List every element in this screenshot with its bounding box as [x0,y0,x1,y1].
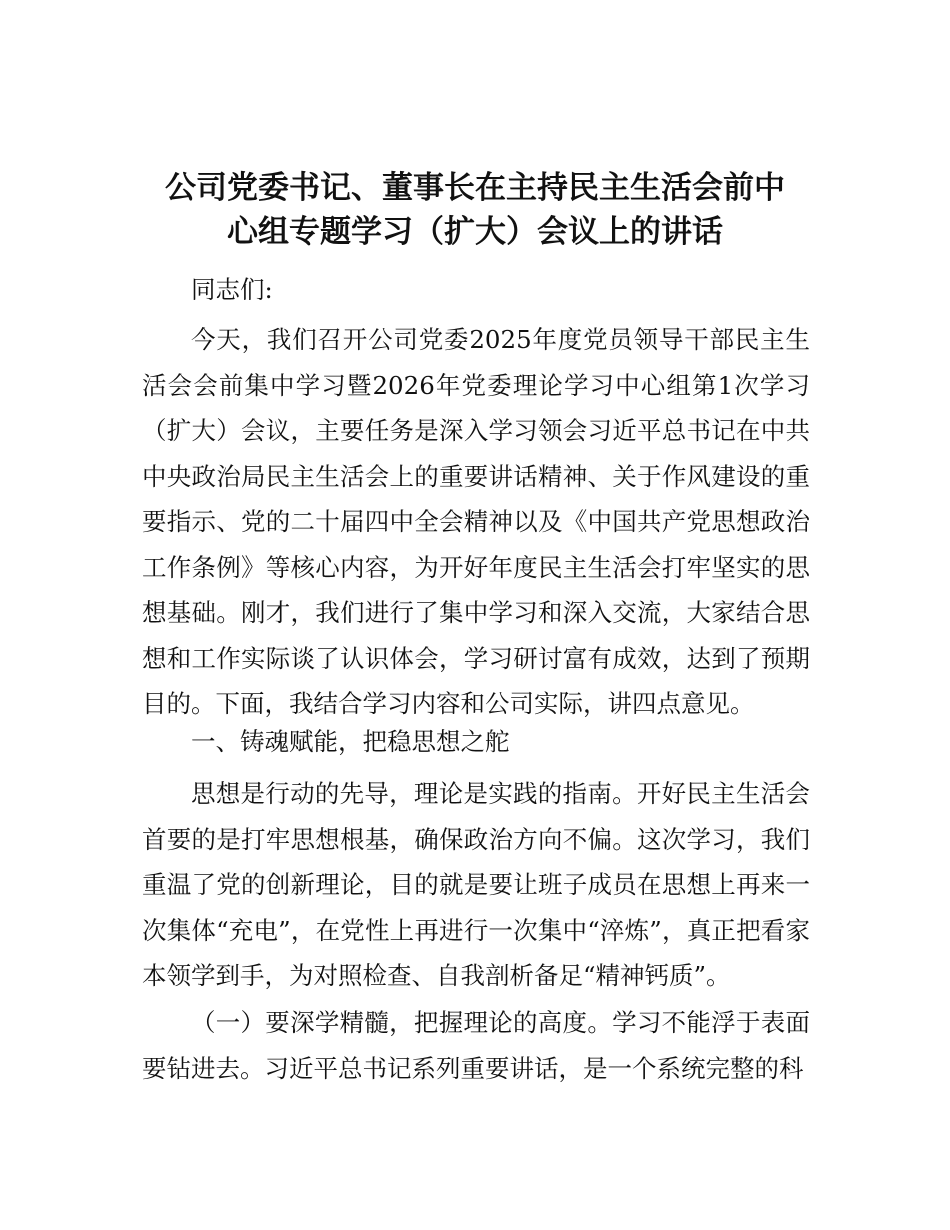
section-heading-1: 一、铸魂赋能，把稳思想之舵 [191,727,510,756]
intro-paragraph: 今天，我们召开公司党委2025年度党员领导干部民主生活会会前集中学习暨2026年党委理论学习中心组第1次学习（扩大）会议，主要任务是深入学习领会习近平总书记在中共中央政治局民主生活会上的重要讲话精神、关于作风建设的重要指示、党的二十届四中全会精神以及《中国共产党思想政治工作条例》等核心内容，为开好年度民主生活会打牢坚实的思想基础。刚才，我们进行了集中学习和深入交流，大家结合思想和工作实际谈了认识体会，学习研讨富有成效，达到了预期目的。下面，我结合学习内容和公司实际，讲四点意见。 [142,325,810,718]
section-1-paragraph: 思想是行动的先导，理论是实践的指南。开好民主生活会首要的是打牢思想根基，确保政治方向不偏。这次学习，我们重温了党的创新理论，目的就是要让班子成员在思想上再来一次集体“充电”，在党性上再进行一次集中“淬炼”，真正把看家本领学到手，为对照检查、自我剖析备足“精神钙质”。 [142,779,810,990]
document-title-line-2: 心组专题学习（扩大）会议上的讲话 [227,214,723,250]
salutation: 同志们: [191,275,273,304]
document-title-line-1: 公司党委书记、董事长在主持民主生活会前中 [165,170,785,206]
subsection-1-paragraph: （一）要深学精髓，把握理论的高度。学习不能浮于表面要钻进去。习近平总书记系列重要讲话，是一个系统完整的科 [142,1008,810,1083]
